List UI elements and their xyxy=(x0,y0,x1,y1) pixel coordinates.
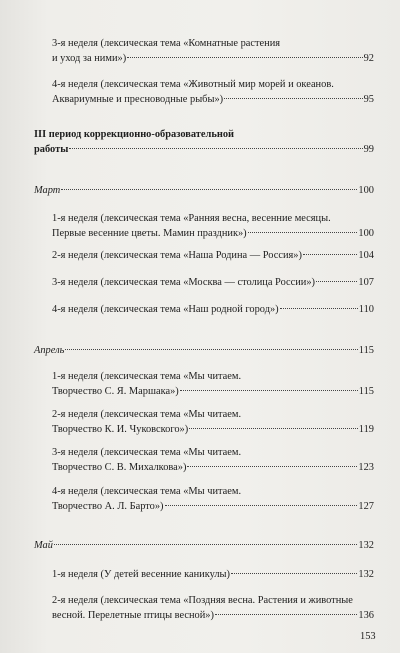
toc-page-number: 104 xyxy=(358,250,374,261)
toc-month-heading xyxy=(34,538,374,553)
toc-entry xyxy=(52,369,374,399)
dot-leader xyxy=(127,57,362,58)
toc-entry xyxy=(52,211,374,241)
toc-section-heading xyxy=(34,127,374,157)
toc-page-number: 110 xyxy=(358,304,374,315)
toc-entry-title: III период коррекционно-образовательной xyxy=(34,129,235,140)
toc-month-heading xyxy=(34,343,374,358)
toc-entry xyxy=(52,275,374,290)
toc-page-number: 119 xyxy=(358,424,374,435)
toc-entry-title: Март xyxy=(34,185,61,196)
toc-entry-title: и уход за ними») xyxy=(52,53,127,64)
toc-entry-title: Творчество С. Я. Маршака») xyxy=(52,386,179,397)
toc-entry-title: Творчество К. И. Чуковского») xyxy=(52,424,189,435)
toc-entry-title: 2-я неделя (лексическая тема «Поздняя весна. Растения и животные xyxy=(52,595,353,606)
toc-page-number: 92 xyxy=(363,53,374,64)
dot-leader xyxy=(165,505,358,506)
dot-leader xyxy=(303,254,357,255)
toc-page-number: 95 xyxy=(363,94,374,105)
toc-entry-title: 4-я неделя (лексическая тема «Животный мир морей и океанов. xyxy=(52,79,334,90)
toc-page-number: 100 xyxy=(358,185,374,196)
toc-entry-title: Творчество А. Л. Барто») xyxy=(52,501,164,512)
toc-entry-title: 3-я неделя (лексическая тема «Мы читаем. xyxy=(52,447,242,458)
toc-entry xyxy=(52,248,374,263)
toc-entry xyxy=(52,593,374,623)
dot-leader xyxy=(316,281,357,282)
toc-month-heading xyxy=(34,183,374,198)
toc-entry-title: 3-я неделя (лексическая тема «Москва — столица России») xyxy=(52,277,316,288)
dot-leader xyxy=(280,308,358,309)
toc-entry xyxy=(52,302,374,317)
dot-leader xyxy=(54,544,358,545)
toc-entry-title: 4-я неделя (лексическая тема «Мы читаем. xyxy=(52,486,242,497)
toc-entry xyxy=(52,36,374,66)
dot-leader xyxy=(189,428,358,429)
dot-leader xyxy=(61,189,357,190)
toc-entry-title: работы xyxy=(34,144,69,155)
toc-entry-title: Аквариумные и пресноводные рыбы») xyxy=(52,94,224,105)
toc-page-number: 100 xyxy=(358,228,374,239)
toc-entry-title: 4-я неделя (лексическая тема «Наш родной город») xyxy=(52,304,279,315)
dot-leader xyxy=(65,349,357,350)
toc-page-number: 99 xyxy=(363,144,374,155)
toc-page-number: 136 xyxy=(358,610,374,621)
toc-entry-title: 2-я неделя (лексическая тема «Наша Родина — Россия») xyxy=(52,250,302,261)
page-number: 153 xyxy=(360,631,376,642)
dot-leader xyxy=(180,390,358,391)
toc-entry xyxy=(52,484,374,514)
dot-leader xyxy=(69,148,362,149)
toc-page-number: 115 xyxy=(358,386,374,397)
toc-entry-title: Май xyxy=(34,540,53,551)
toc-entry xyxy=(52,445,374,475)
toc-entry xyxy=(52,407,374,437)
toc-page-number: 127 xyxy=(358,501,374,512)
toc-entry-title: 1-я неделя (У детей весенние каникулы) xyxy=(52,569,230,580)
toc-page-number: 132 xyxy=(358,540,374,551)
dot-leader xyxy=(231,573,357,574)
dot-leader xyxy=(215,614,357,615)
dot-leader xyxy=(248,232,358,233)
toc-entry-title: Творчество С. В. Михалкова») xyxy=(52,462,187,473)
toc-entry-title: 1-я неделя (лексическая тема «Мы читаем. xyxy=(52,371,242,382)
toc-entry-title: Первые весенние цветы. Мамин праздник») xyxy=(52,228,247,239)
dot-leader xyxy=(224,98,363,99)
toc-page-number: 123 xyxy=(358,462,374,473)
toc-page-number: 107 xyxy=(358,277,374,288)
toc-entry-title: 1-я неделя (лексическая тема «Ранняя весна, весенние месяцы. xyxy=(52,213,331,224)
toc-entry-title: 2-я неделя (лексическая тема «Мы читаем. xyxy=(52,409,242,420)
toc-entry-title: 3-я неделя (лексическая тема «Комнатные растения xyxy=(52,38,281,49)
dot-leader xyxy=(187,466,357,467)
toc-entry-title: Апрель xyxy=(34,345,65,356)
toc-entry xyxy=(52,77,374,107)
toc-entry-title: весной. Перелетные птицы весной») xyxy=(52,610,214,621)
toc-entry xyxy=(52,567,374,582)
toc-page-number: 132 xyxy=(358,569,374,580)
toc-page-number: 115 xyxy=(358,345,374,356)
